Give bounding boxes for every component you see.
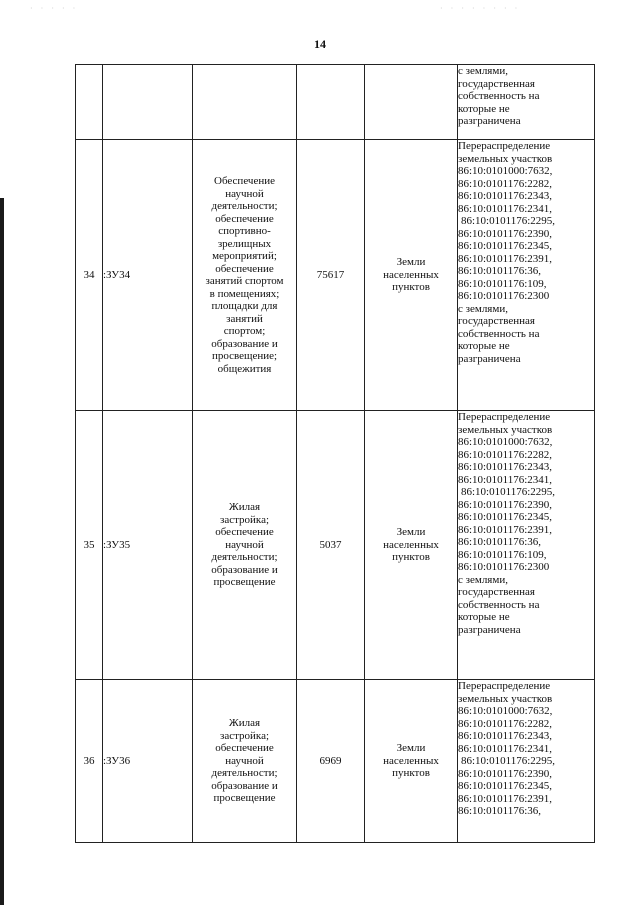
formation-method-cell bbox=[458, 65, 595, 140]
note-line: которые не bbox=[458, 102, 510, 115]
land-category-cell bbox=[365, 140, 458, 411]
note-line: 86:10:0101176:2341, bbox=[458, 473, 553, 486]
land-category-cell bbox=[365, 411, 458, 680]
note-line: 86:10:0101176:2300 bbox=[458, 290, 550, 302]
scan-noise: · · · · · · · · bbox=[440, 4, 521, 13]
note-line: 86:10:0101176:2343, bbox=[458, 461, 553, 473]
note-line: разграничена bbox=[458, 623, 521, 636]
plot-code-cell: :ЗУ35 bbox=[103, 411, 193, 680]
note-line: 86:10:0101176:2282, bbox=[458, 717, 553, 730]
note-line: 86:10:0101176:2343, bbox=[458, 190, 553, 202]
category-line: Земли bbox=[396, 742, 426, 755]
note-line: 86:10:0101176:109, bbox=[458, 277, 547, 290]
note-line: государственная bbox=[458, 586, 535, 598]
use-line: зрелищных bbox=[217, 237, 272, 250]
use-line: общежития bbox=[217, 362, 272, 375]
use-line: спортивно- bbox=[218, 225, 271, 237]
note-line: 86:10:0101176:2391, bbox=[458, 252, 553, 265]
note-line: 86:10:0101176:2300 bbox=[458, 561, 550, 573]
note-line: 86:10:0101000:7632, bbox=[458, 436, 553, 448]
note-line: государственная bbox=[458, 315, 535, 327]
category-line: населенных bbox=[383, 754, 439, 767]
note-line: земельных участков bbox=[458, 692, 553, 705]
note-line: 86:10:0101176:2390, bbox=[458, 767, 553, 780]
note-line: разграничена bbox=[458, 115, 521, 127]
formation-method-cell bbox=[458, 411, 595, 680]
use-line: научной bbox=[225, 754, 264, 767]
note-line: Перераспределение bbox=[458, 411, 551, 423]
note-line: собственность на bbox=[458, 90, 540, 102]
area-cell: 5037 bbox=[297, 411, 365, 680]
permitted-use-cell bbox=[193, 65, 297, 140]
use-line: образование и bbox=[211, 337, 278, 350]
category-line: пунктов bbox=[392, 551, 430, 564]
scan-margin-bar bbox=[0, 198, 4, 905]
category-line: населенных bbox=[383, 538, 439, 551]
use-line: обеспечение bbox=[215, 212, 274, 225]
row-number-cell bbox=[76, 65, 103, 140]
use-line: занятий bbox=[226, 312, 263, 325]
row-number-cell: 36 bbox=[76, 680, 103, 843]
note-line: 86:10:0101176:2282, bbox=[458, 448, 553, 461]
table-row bbox=[76, 680, 595, 843]
note-line: 86:10:0101176:2345, bbox=[458, 240, 553, 252]
note-line: государственная bbox=[458, 77, 535, 90]
use-line: спортом; bbox=[223, 325, 266, 337]
note-line: 86:10:0101176:2282, bbox=[458, 177, 553, 190]
use-line: обеспечение bbox=[215, 742, 274, 755]
use-line: просвещение bbox=[213, 792, 276, 805]
note-line: 86:10:0101176:2390, bbox=[458, 498, 553, 511]
note-line: 86:10:0101176:2295, bbox=[461, 755, 556, 767]
note-line: 86:10:0101176:2341, bbox=[458, 742, 553, 755]
use-line: в помещениях; bbox=[209, 287, 280, 300]
use-line: мероприятий; bbox=[212, 250, 277, 262]
use-line: деятельности; bbox=[211, 200, 278, 212]
note-line: Перераспределение bbox=[458, 140, 551, 152]
use-line: Жилая bbox=[228, 717, 261, 730]
note-line: 86:10:0101176:36, bbox=[458, 265, 542, 277]
category-line: пунктов bbox=[392, 281, 430, 294]
use-line: научной bbox=[225, 187, 264, 200]
permitted-use-cell bbox=[193, 680, 297, 843]
page-number: 14 bbox=[314, 37, 326, 51]
use-line: обеспечение bbox=[215, 262, 274, 275]
note-line: 86:10:0101176:2295, bbox=[461, 486, 556, 498]
area-cell: 75617 bbox=[297, 140, 365, 411]
use-line: образование и bbox=[211, 779, 278, 792]
table-row bbox=[76, 65, 595, 140]
note-line: 86:10:0101176:2345, bbox=[458, 780, 553, 792]
note-line: земельных участков bbox=[458, 152, 553, 165]
note-line: 86:10:0101176:2391, bbox=[458, 792, 553, 805]
plot-code-cell bbox=[103, 65, 193, 140]
note-line: 86:10:0101176:2390, bbox=[458, 227, 553, 240]
category-line: Земли bbox=[396, 526, 426, 539]
note-line: с землями, bbox=[458, 302, 508, 315]
use-line: застройка; bbox=[219, 513, 270, 526]
use-line: деятельности; bbox=[211, 551, 278, 564]
note-line: которые не bbox=[458, 340, 510, 352]
use-line: научной bbox=[225, 538, 264, 551]
note-line: с землями, bbox=[458, 573, 508, 586]
row-number-cell: 35 bbox=[76, 411, 103, 680]
note-line: земельных участков bbox=[458, 423, 553, 436]
scan-noise: · · · · · bbox=[30, 4, 79, 13]
note-line: разграничена bbox=[458, 352, 521, 365]
note-line: 86:10:0101176:109, bbox=[458, 548, 547, 561]
note-line: 86:10:0101000:7632, bbox=[458, 705, 553, 717]
use-line: просвещение; bbox=[211, 350, 278, 362]
use-line: образование и bbox=[211, 563, 278, 576]
table-row bbox=[76, 411, 595, 680]
row-number-cell: 34 bbox=[76, 140, 103, 411]
note-line: 86:10:0101176:2345, bbox=[458, 511, 553, 523]
note-line: 86:10:0101000:7632, bbox=[458, 165, 553, 177]
permitted-use-cell bbox=[193, 411, 297, 680]
land-category-cell bbox=[365, 65, 458, 140]
formation-method-cell bbox=[458, 680, 595, 843]
note-line: 86:10:0101176:2343, bbox=[458, 730, 553, 742]
category-line: пунктов bbox=[392, 767, 430, 780]
note-line: которые не bbox=[458, 611, 510, 623]
category-line: Земли bbox=[396, 256, 426, 269]
use-line: занятий спортом bbox=[205, 275, 284, 287]
permitted-use-cell bbox=[193, 140, 297, 411]
note-line: собственность на bbox=[458, 327, 540, 340]
note-line: Перераспределение bbox=[458, 680, 551, 692]
note-line: собственность на bbox=[458, 598, 540, 611]
use-line: площадки для bbox=[211, 300, 278, 312]
plot-code-cell: :ЗУ36 bbox=[103, 680, 193, 843]
table-row bbox=[76, 140, 595, 411]
use-line: просвещение bbox=[213, 576, 276, 589]
use-line: застройка; bbox=[219, 729, 270, 742]
note-line: 86:10:0101176:2295, bbox=[461, 215, 556, 227]
land-plots-table bbox=[75, 64, 595, 843]
note-line: с землями, bbox=[458, 65, 508, 77]
use-line: Жилая bbox=[228, 501, 261, 514]
land-category-cell bbox=[365, 680, 458, 843]
use-line: Обеспечение bbox=[214, 175, 275, 187]
area-cell: 6969 bbox=[297, 680, 365, 843]
use-line: обеспечение bbox=[215, 526, 274, 539]
note-line: 86:10:0101176:2341, bbox=[458, 202, 553, 215]
note-line: 86:10:0101176:2391, bbox=[458, 523, 553, 536]
area-cell bbox=[297, 65, 365, 140]
note-line: 86:10:0101176:36, bbox=[458, 805, 542, 817]
formation-method-cell bbox=[458, 140, 595, 411]
note-line: 86:10:0101176:36, bbox=[458, 536, 542, 548]
use-line: деятельности; bbox=[211, 767, 278, 780]
plot-code-cell: :ЗУ34 bbox=[103, 140, 193, 411]
category-line: населенных bbox=[383, 268, 439, 281]
